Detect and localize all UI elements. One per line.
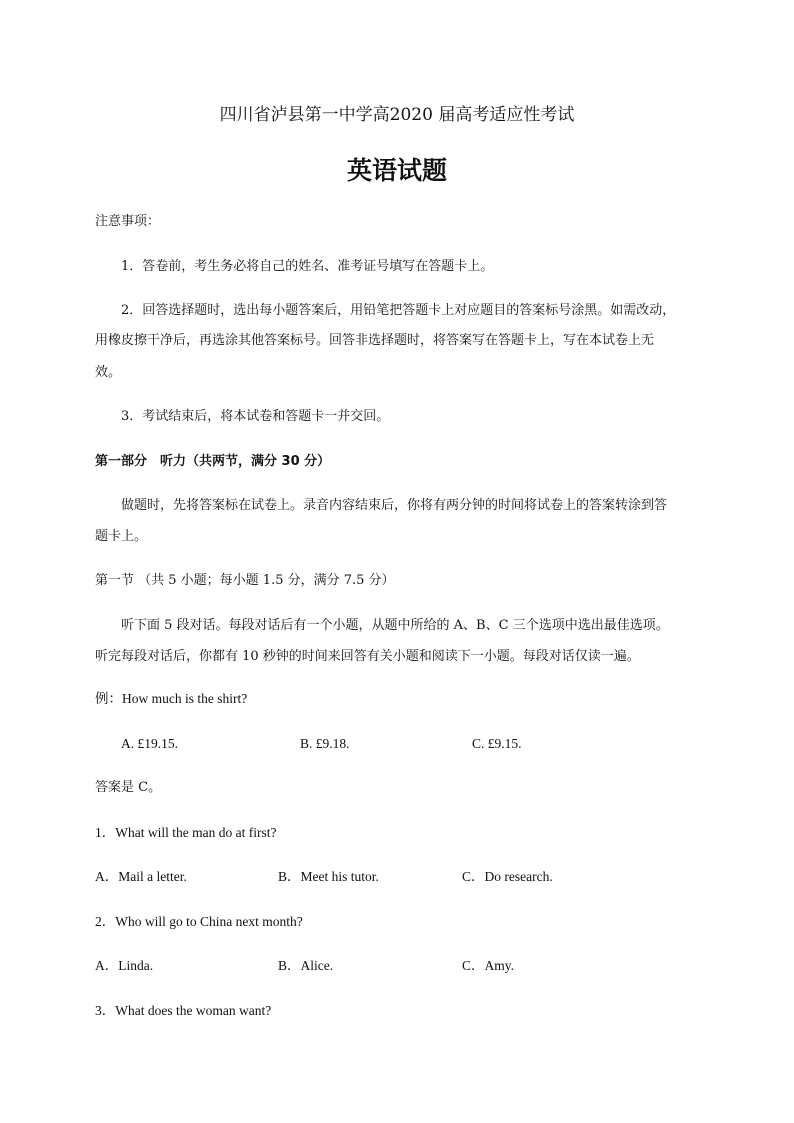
notice-item-2-line-2: 用橡皮擦干净后，再选涂其他答案标号。回答非选择题时，将答案写在答题卡上，写在本试卷上无 [95,333,655,348]
example-answer: 答案是 C。 [95,780,162,795]
section1-intro-line-1: 听下面 5 段对话。每段对话后有一个小题，从题中所给的 A、B、C 三个选项中选出最佳选项。 [121,618,669,633]
notice-item-1: 1．答卷前，考生务必将自己的姓名、准考证号填写在答题卡上。 [121,259,494,274]
question-3-stem: 3．What does the woman want? [95,1003,272,1018]
section1-heading: 第一节 （共 5 小题；每小题 1.5 分，满分 7.5 分） [95,573,395,588]
question-1-option-c: C．Do research. [462,869,553,884]
example-option-c: C. £9.15. [472,736,522,751]
notice-item-2-line-3: 效。 [95,365,122,380]
example-question: 例：How much is the shirt? [95,691,248,706]
question-1-option-b: B．Meet his tutor. [278,869,379,884]
part1-intro-line-1: 做题时，先将答案标在试卷上。录音内容结束后，你将有两分钟的时间将试卷上的答案转涂到答 [121,498,668,513]
section1-intro-line-2: 听完每段对话后，你都有 10 秒钟的时间来回答有关小题和阅读下一小题。每段对话仅读一遍。 [95,649,640,664]
question-2-option-b: B．Alice. [278,958,334,973]
notice-heading: 注意事项： [95,214,161,229]
part1-heading: 第一部分 听力（共两节，满分 30 分） [95,454,331,469]
exam-title: 四川省泸县第一中学高2020 届高考适应性考试 [219,105,575,125]
notice-item-3: 3．考试结束后，将本试卷和答题卡一并交回。 [121,409,390,424]
example-option-a: A. £19.15. [121,736,178,751]
question-2-stem: 2．Who will go to China next month? [95,914,303,929]
example-option-b: B. £9.18. [300,736,350,751]
question-2-option-c: C．Amy. [462,958,515,973]
question-1-stem: 1．What will the man do at first? [95,825,277,840]
subject-title: 英语试题 [346,156,447,185]
question-1-option-a: A．Mail a letter. [95,869,187,884]
question-2-option-a: A．Linda. [95,958,154,973]
notice-item-2-line-1: 2．回答选择题时，选出每小题答案后，用铅笔把答题卡上对应题目的答案标号涂黑。如需改动， [121,303,676,318]
part1-intro-line-2: 题卡上。 [95,529,148,544]
